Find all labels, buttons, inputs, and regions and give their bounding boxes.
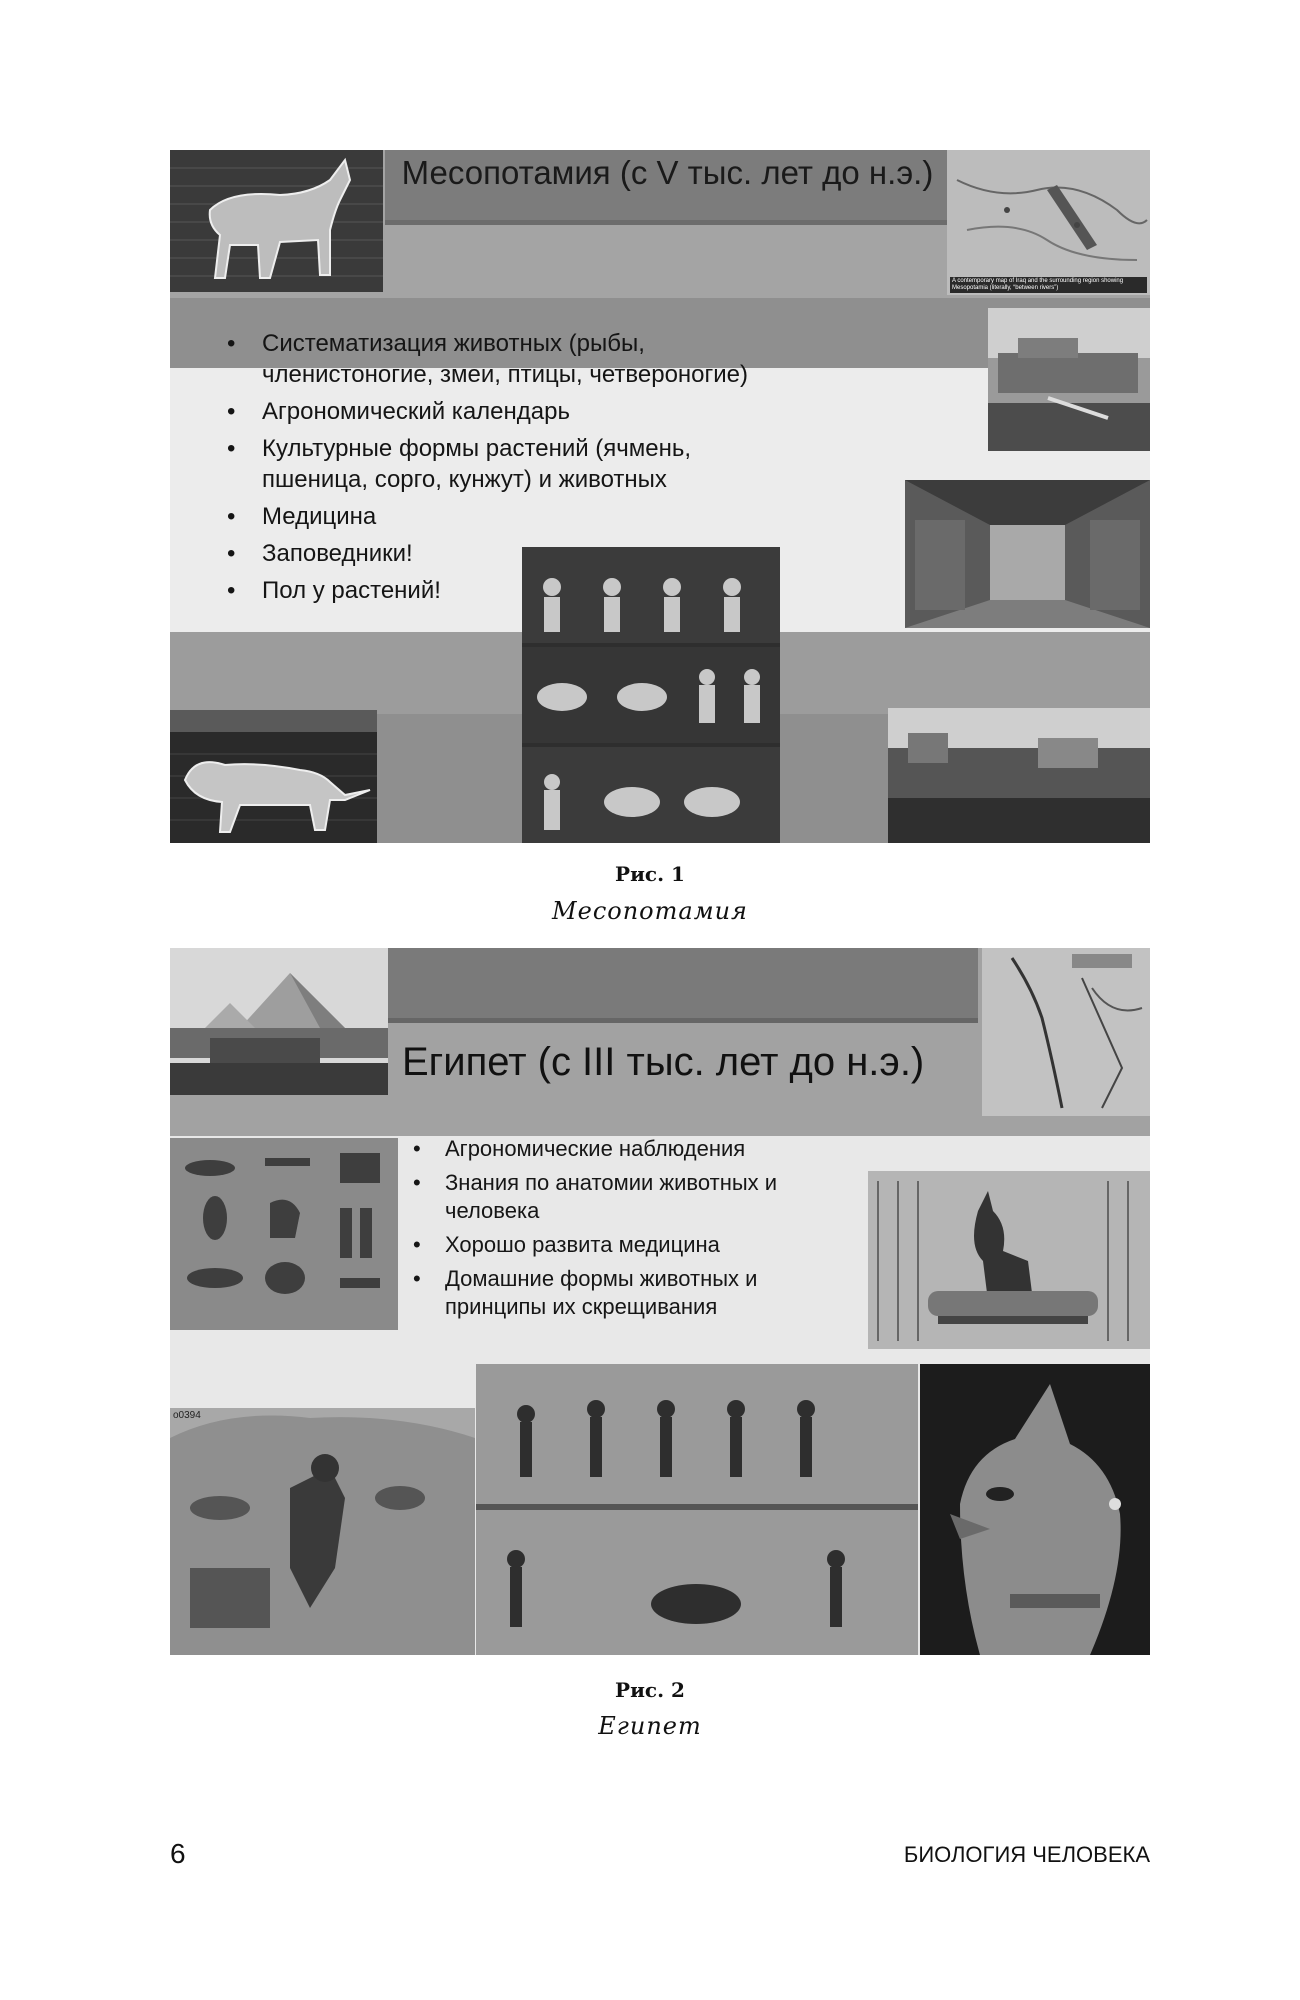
bullet-list — [405, 1135, 845, 1327]
pyramids-image — [170, 948, 388, 1095]
slide-title: Египет (с III тыс. лет до н.э.) — [402, 1040, 925, 1084]
hieroglyphs-image — [170, 1138, 398, 1330]
standard-of-ur-image — [522, 547, 780, 843]
bullet-item: • Агрономические наблюдения — [405, 1135, 845, 1163]
page-number: 6 — [170, 1838, 186, 1869]
bullet-item: • Знания по анатомии животных и человека — [405, 1169, 845, 1225]
bull-relief-image — [170, 150, 383, 292]
fresco-code: o0394 — [173, 1410, 201, 1421]
mesopotamia-map-image — [947, 150, 1150, 295]
figure-1-label: Рис. 1 — [615, 862, 685, 886]
running-title: БИОЛОГИЯ ЧЕЛОВЕКА — [903, 1842, 1150, 1867]
figure-2-name: Египет — [598, 1712, 702, 1740]
figure-1-slide — [170, 150, 1150, 843]
slide-title: Месопотамия (с V тыс. лет до н.э.) — [401, 154, 934, 191]
bullet-item: • Систематизация животных (рыбы, членистоногие, змеи, птицы, четвероногие) — [222, 328, 782, 390]
map-caption: A contemporary map of Iraq and the surrounding region showing Mesopotamia (literally, “between rivers”) — [950, 277, 1147, 293]
title-bar-rule — [385, 220, 950, 225]
palace-hall-image — [905, 480, 1150, 628]
bullet-item: • Культурные формы растений (ячмень, пшеница, сорго, кунжут) и животных — [222, 433, 782, 495]
figure-2-slide — [170, 948, 1150, 1655]
bullet-item: • Агрономический календарь — [222, 396, 782, 427]
bullet-item: • Заповедники! — [222, 538, 782, 569]
nile-map-image — [982, 948, 1150, 1116]
bullet-item: • Пол у растений! — [222, 575, 782, 606]
bullet-item: • Хорошо развита медицина — [405, 1231, 845, 1259]
anubis-papyrus-image — [868, 1171, 1150, 1349]
babylon-city-image — [888, 708, 1150, 843]
title-bar — [388, 948, 978, 1018]
bullet-item: • Медицина — [222, 501, 782, 532]
hunting-fresco-image — [170, 1408, 475, 1655]
bastet-cat-image — [920, 1364, 1150, 1655]
workers-relief-image — [476, 1364, 918, 1655]
title-bar-rule — [388, 1018, 978, 1023]
figure-1-name: Месопотамия — [552, 897, 748, 925]
ancient-city-image — [988, 308, 1150, 451]
figure-2-label: Рис. 2 — [615, 1678, 685, 1702]
bullet-item: • Домашние формы животных и принципы их скрещивания — [405, 1265, 845, 1321]
lion-relief-image — [170, 710, 377, 843]
